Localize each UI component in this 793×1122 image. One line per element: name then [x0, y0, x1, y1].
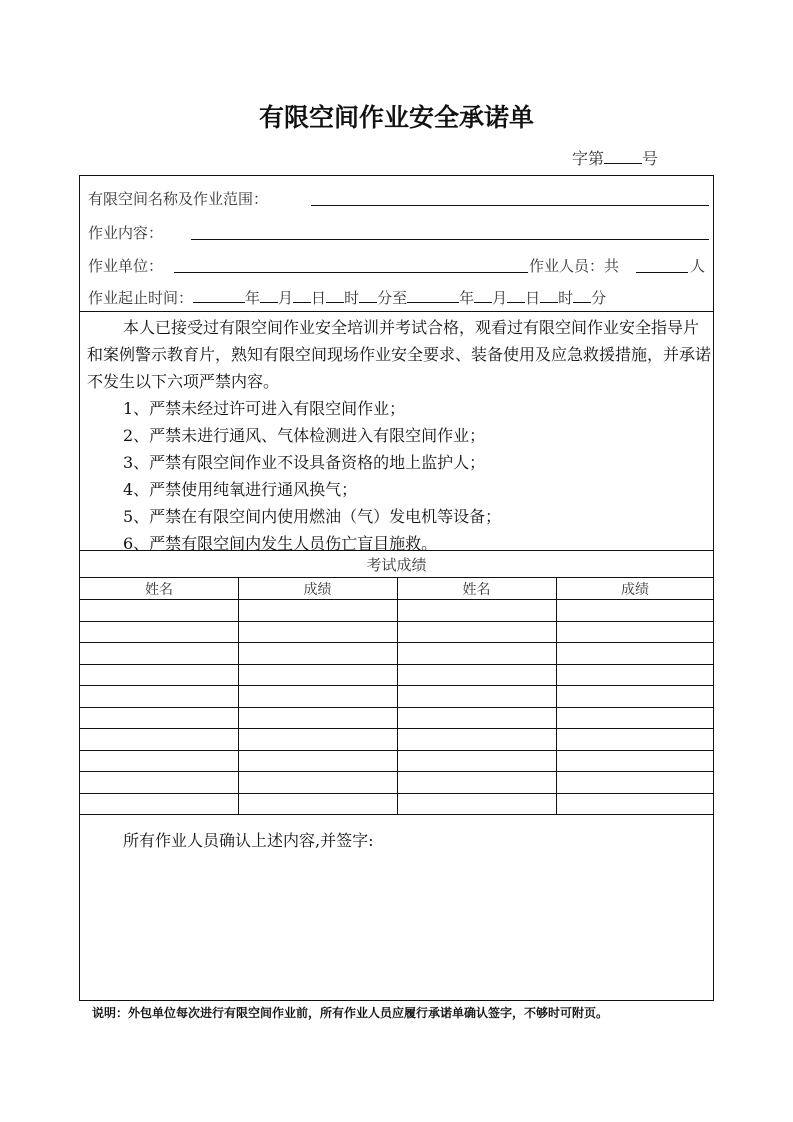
start-month[interactable]: [260, 288, 278, 303]
end-month[interactable]: [474, 288, 492, 303]
score-cell[interactable]: [238, 771, 397, 792]
score-cell[interactable]: [556, 621, 714, 642]
workers-count-input[interactable]: [636, 272, 688, 273]
time-row: [88, 287, 606, 308]
score-cell[interactable]: [238, 750, 397, 771]
year-label: 年: [245, 289, 261, 307]
name-cell[interactable]: [80, 793, 238, 814]
header-name: 姓名: [462, 582, 491, 598]
hour-label: 时: [344, 289, 360, 307]
name-cell[interactable]: [80, 599, 238, 620]
table-row-line: [80, 814, 713, 815]
end-year[interactable]: [407, 288, 459, 303]
end-hour[interactable]: [540, 288, 558, 303]
hour-label: 时: [558, 289, 574, 307]
divider: [80, 550, 713, 551]
scope-row: [88, 188, 268, 209]
month-label: 月: [278, 289, 294, 307]
day-label: 日: [525, 289, 541, 307]
signature-area[interactable]: [88, 856, 706, 991]
header-score: 成绩: [303, 582, 332, 598]
name-cell[interactable]: [80, 642, 238, 663]
footnote: 说明：外包单位每次进行有限空间作业前，所有作业人员应履行承诺单确认签字，不够时可附页。: [92, 1006, 609, 1020]
end-minute[interactable]: [573, 288, 591, 303]
header-name: 姓名: [145, 582, 173, 598]
serial-prefix: 字第: [572, 149, 605, 168]
name-cell[interactable]: [80, 771, 238, 792]
content-label: 作业内容：: [88, 224, 164, 242]
prohibition-item: 4、严禁使用纯氧进行通风换气；: [123, 480, 358, 499]
exam-title: 考试成绩: [366, 556, 427, 574]
minute-to-label: 分至: [377, 289, 408, 307]
signature-prompt: 所有作业人员确认上述内容,并签字:: [123, 831, 374, 850]
minute-label: 分: [591, 289, 607, 307]
prohibition-item: 6、严禁有限空间内发生人员伤亡盲目施救。: [123, 534, 438, 553]
serial-blank[interactable]: [604, 149, 642, 164]
header-score: 成绩: [621, 582, 649, 598]
scope-label: 有限空间名称及作业范围：: [88, 190, 269, 208]
score-cell[interactable]: [238, 599, 397, 620]
score-cell[interactable]: [556, 771, 714, 792]
name-cell[interactable]: [80, 750, 238, 771]
score-cell[interactable]: [238, 728, 397, 749]
unit-label: 作业单位：: [88, 257, 164, 275]
workers-unit: 人: [690, 257, 706, 275]
end-day[interactable]: [507, 288, 525, 303]
workers-label: 作业人员：共: [529, 257, 620, 275]
name-cell[interactable]: [80, 707, 238, 728]
score-cell[interactable]: [556, 599, 714, 620]
score-cell[interactable]: [556, 793, 714, 814]
start-year[interactable]: [193, 288, 245, 303]
score-cell[interactable]: [556, 728, 714, 749]
name-cell[interactable]: [397, 750, 556, 771]
prohibition-list: [123, 395, 501, 557]
page-title: 有限空间作业安全承诺单: [258, 103, 534, 132]
time-label: 作业起止时间：: [88, 289, 194, 307]
name-cell[interactable]: [397, 771, 556, 792]
score-cell[interactable]: [556, 707, 714, 728]
score-cell[interactable]: [238, 642, 397, 663]
form-table: [79, 175, 714, 1001]
name-cell[interactable]: [80, 728, 238, 749]
score-cell[interactable]: [556, 642, 714, 663]
score-cell[interactable]: [238, 664, 397, 685]
content-input[interactable]: [191, 239, 709, 240]
start-day[interactable]: [293, 288, 311, 303]
scope-input[interactable]: [311, 205, 709, 206]
name-cell[interactable]: [397, 728, 556, 749]
name-cell[interactable]: [397, 793, 556, 814]
pledge-intro: 本人已接受过有限空间作业安全培训并考试合格，观看过有限空间作业安全指导片和案例警示教育片，熟知有限空间现场作业安全要求、装备使用及应急救援措施，并承诺不发生以下六项严禁内容。: [87, 318, 712, 391]
serial-suffix: 号: [642, 149, 659, 168]
name-cell[interactable]: [397, 707, 556, 728]
year-label: 年: [459, 289, 475, 307]
month-label: 月: [492, 289, 508, 307]
start-hour[interactable]: [326, 288, 344, 303]
unit-input[interactable]: [174, 272, 528, 273]
score-cell[interactable]: [238, 793, 397, 814]
serial-number: [572, 146, 658, 169]
name-cell[interactable]: [80, 621, 238, 642]
prohibition-item: 3、严禁有限空间作业不设具备资格的地上监护人；: [123, 453, 486, 472]
divider: [80, 311, 713, 312]
score-cell[interactable]: [238, 685, 397, 706]
score-cell[interactable]: [238, 707, 397, 728]
name-cell[interactable]: [397, 621, 556, 642]
name-cell[interactable]: [397, 642, 556, 663]
name-cell[interactable]: [397, 685, 556, 706]
name-cell[interactable]: [397, 664, 556, 685]
start-minute[interactable]: [359, 288, 377, 303]
prohibition-item: 1、严禁未经过许可进入有限空间作业；: [123, 399, 406, 418]
name-cell[interactable]: [397, 599, 556, 620]
score-cell[interactable]: [238, 621, 397, 642]
name-cell[interactable]: [80, 664, 238, 685]
name-cell[interactable]: [80, 685, 238, 706]
score-cell[interactable]: [556, 685, 714, 706]
score-cell[interactable]: [556, 750, 714, 771]
day-label: 日: [311, 289, 327, 307]
prohibition-item: 5、严禁在有限空间内使用燃油（气）发电机等设备；: [123, 507, 502, 526]
prohibition-item: 2、严禁未进行通风、气体检测进入有限空间作业；: [123, 426, 486, 445]
score-cell[interactable]: [556, 664, 714, 685]
